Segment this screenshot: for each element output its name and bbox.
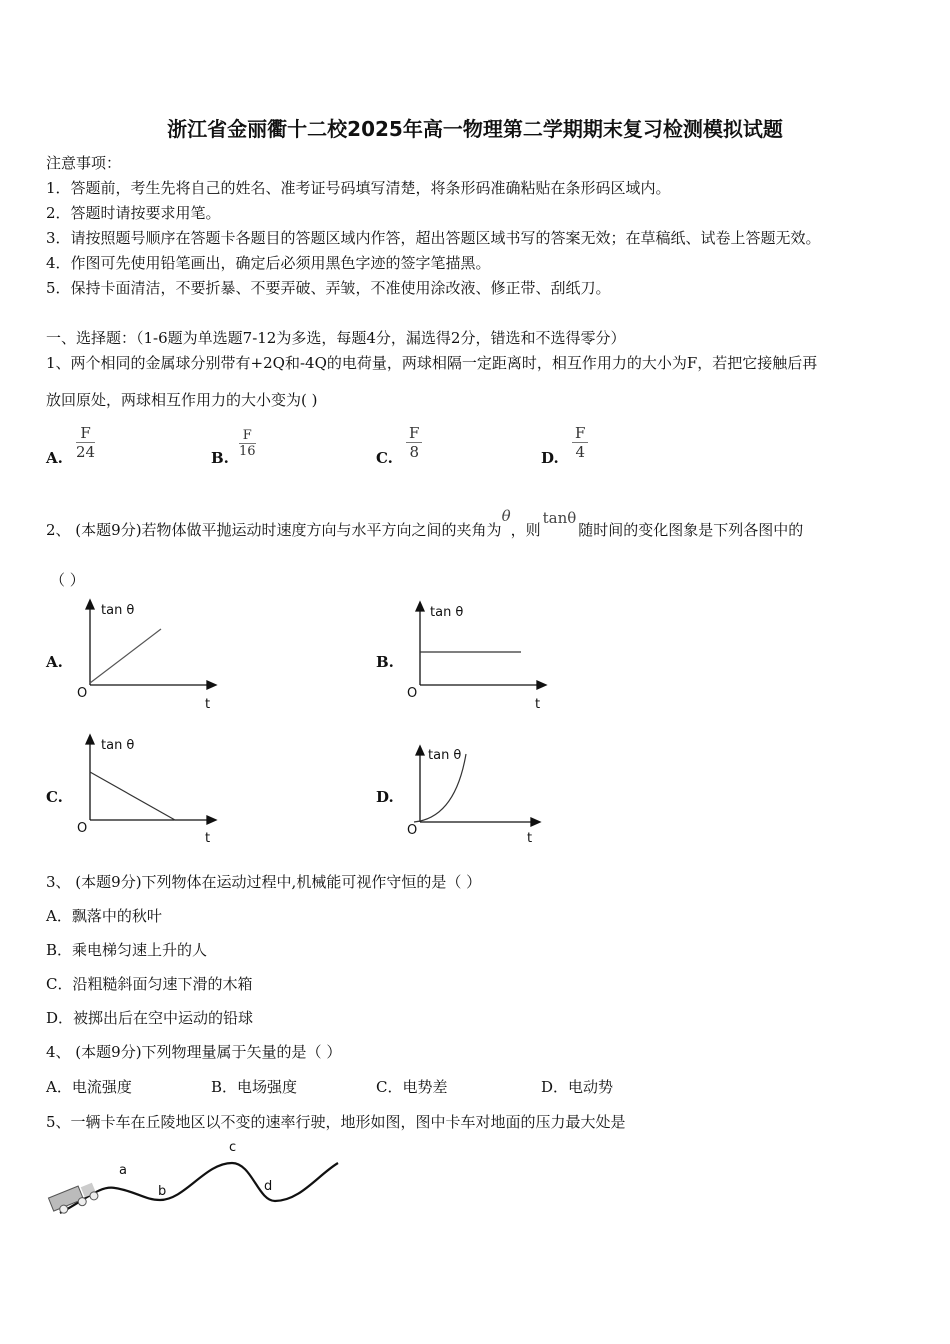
y-axis-label: tan θ (428, 748, 462, 763)
y-axis-label: tan θ (101, 738, 135, 753)
x-axis-label: t (527, 831, 533, 846)
numerator: F (406, 424, 422, 443)
q1-option-b-label: B. (211, 449, 229, 467)
q5-stem: 5、一辆卡车在丘陵地区以不变的速率行驶，地形如图，图中卡车对地面的压力最大处是 (46, 1113, 626, 1131)
q4-option-c[interactable]: C．电势差 (376, 1078, 448, 1096)
plot-curve (414, 754, 466, 822)
q3-option-b[interactable]: B．乘电梯匀速上升的人 (46, 941, 208, 959)
q1-option-a[interactable] (76, 424, 95, 461)
q1-option-b[interactable] (239, 428, 256, 459)
denominator: 16 (239, 444, 256, 459)
x-axis-label: t (205, 697, 211, 712)
theta-symbol: θ (501, 507, 511, 525)
q1-option-d[interactable] (572, 424, 588, 461)
y-axis-label: tan θ (430, 605, 464, 620)
graph-d-label: D. (376, 788, 394, 806)
page-title: 浙江省金丽衢十二校2025年高一物理第二学期期末复习检测模拟试题 (167, 117, 783, 141)
y-axis-label: tan θ (101, 603, 135, 618)
q3-stem: 3、 (本题9分)下列物体在运动过程中,机械能可视作守恒的是（ ） (46, 873, 482, 891)
point-a-label: a (119, 1163, 127, 1178)
terrain-curve (60, 1163, 338, 1213)
q3-option-c[interactable]: C．沿粗糙斜面匀速下滑的木箱 (46, 975, 253, 993)
numerator: F (239, 428, 256, 444)
q2-text: ，则 (510, 521, 541, 539)
point-b-label: b (158, 1184, 167, 1199)
q2-stem (46, 507, 804, 540)
plot-line (90, 629, 161, 683)
denominator: 4 (575, 443, 585, 461)
truck-icon (48, 1180, 99, 1216)
point-c-label: c (229, 1140, 237, 1155)
point-d-label: d (264, 1179, 273, 1194)
origin-label: O (77, 821, 88, 836)
q1-stem: 放回原处，两球相互作用力的大小变为( ) (46, 391, 318, 409)
q1-option-c-label: C. (376, 449, 393, 467)
terrain-diagram (0, 0, 1, 1)
origin-label: O (407, 823, 418, 838)
numerator: F (572, 424, 588, 443)
q4-option-a[interactable]: A．电流强度 (46, 1078, 132, 1096)
notice-item: 2．答题时请按要求用笔。 (46, 204, 221, 222)
graph-a-label: A. (46, 653, 63, 671)
notice-item: 3．请按照题号顺序在答题卡各题目的答题区域内作答，超出答题区域书写的答案无效；在草稿纸、试卷上答题无效。 (46, 229, 821, 247)
numerator: F (76, 424, 95, 443)
origin-label: O (77, 686, 88, 701)
denominator: 8 (409, 443, 419, 461)
denominator: 24 (76, 443, 96, 461)
notice-item: 1．答题前，考生先将自己的姓名、准考证号码填写清楚，将条形码准确粘贴在条形码区域内。 (46, 179, 671, 197)
tan-theta-symbol: tanθ (542, 509, 577, 527)
q3-option-d[interactable]: D．被掷出后在空中运动的铅球 (46, 1009, 254, 1027)
origin-label: O (407, 686, 418, 701)
x-axis-label: t (535, 697, 541, 712)
graph-c-label: C. (46, 788, 63, 806)
q2-text: 随时间的变化图象是下列各图中的 (578, 521, 804, 539)
q4-option-d[interactable]: D．电动势 (541, 1078, 614, 1096)
q2-answer-paren: （ ） (50, 571, 85, 589)
q4-option-b[interactable]: B．电场强度 (211, 1078, 298, 1096)
graph-b-label: B. (376, 653, 394, 671)
q1-option-c[interactable] (406, 424, 422, 461)
q2-text: 2、 (本题9分)若物体做平抛运动时速度方向与水平方向之间的夹角为 (46, 521, 502, 539)
q1-option-a-label: A. (46, 449, 63, 467)
q4-stem: 4、 (本题9分)下列物理量属于矢量的是（ ） (46, 1043, 342, 1061)
x-axis-label: t (205, 831, 211, 846)
q3-option-a[interactable]: A．飘落中的秋叶 (46, 907, 162, 925)
q1-option-d-label: D. (541, 449, 559, 467)
q1-stem: 1、两个相同的金属球分别带有+2Q和-4Q的电荷量，两球相隔一定距离时，相互作用力的大小为F，若把它接触后再 (46, 354, 818, 372)
notice-heading: 注意事项： (46, 154, 122, 172)
notice-item: 4．作图可先使用铅笔画出，确定后必须用黑色字迹的签字笔描黑。 (46, 254, 491, 272)
section-heading: 一、选择题：（1-6题为单选题7-12为多选，每题4分，漏选得2分，错选和不选得零分） (46, 329, 626, 347)
notice-item: 5．保持卡面清洁，不要折暴、不要弄破、弄皱，不准使用涂改液、修正带、刮纸刀。 (46, 279, 611, 297)
plot-line (90, 772, 175, 820)
